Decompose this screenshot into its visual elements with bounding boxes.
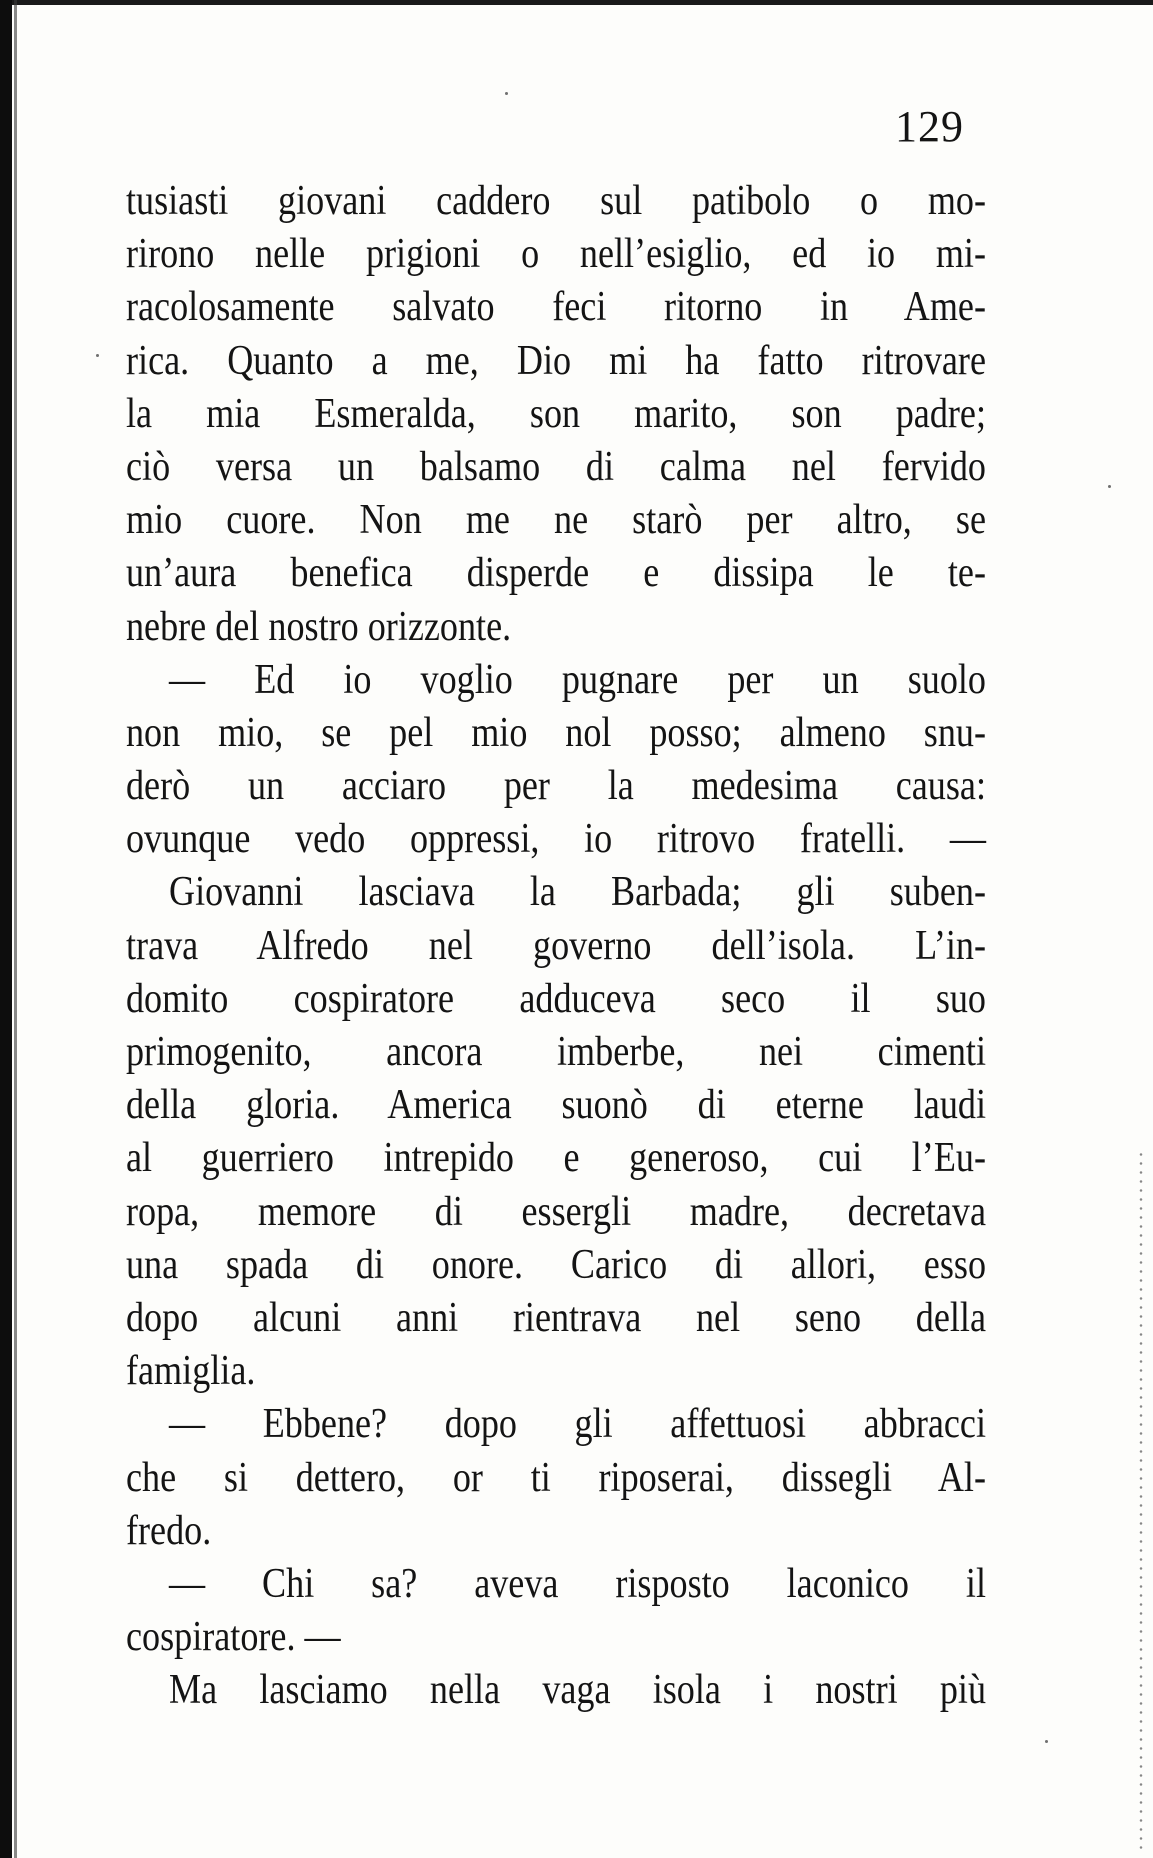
body-text bbox=[126, 175, 986, 1717]
text-line: non mio, se pel mio nol posso; almeno snu- bbox=[126, 709, 986, 756]
text-line: domito cospiratore adduceva seco il suo bbox=[126, 975, 986, 1022]
text-line: — Ed io voglio pugnare per un suolo bbox=[169, 656, 986, 703]
text-line: un’aura benefica disperde e dissipa le te- bbox=[126, 550, 986, 597]
page-number: 129 bbox=[895, 102, 964, 151]
text-line: trava Alfredo nel governo dell’isola. L’in- bbox=[126, 922, 986, 969]
text-line: famiglia. bbox=[126, 1348, 256, 1395]
text-line: primogenito, ancora imberbe, nei cimenti bbox=[126, 1029, 986, 1075]
text-line: che si dettero, or ti riposerai, dissegli Al- bbox=[126, 1454, 986, 1501]
text-line: cospiratore. — bbox=[126, 1614, 341, 1661]
binding-shadow bbox=[14, 0, 17, 1858]
text-line: fredo. bbox=[126, 1507, 212, 1554]
text-line: ciò versa un balsamo di calma nel fervido bbox=[126, 443, 986, 490]
top-border bbox=[0, 0, 1153, 5]
text-line: Ma lasciamo nella vaga isola i nostri più bbox=[169, 1667, 986, 1714]
text-line: della gloria. America suonò di eterne laudi bbox=[126, 1082, 986, 1129]
ink-speck bbox=[96, 354, 99, 357]
text-line: derò un acciaro per la medesima causa: bbox=[126, 763, 986, 810]
ink-speck bbox=[505, 92, 508, 95]
text-line: tusiasti giovani caddero sul patibolo o mo- bbox=[126, 178, 986, 224]
text-line: nebre del nostro orizzonte. bbox=[126, 603, 512, 650]
ink-speck bbox=[1108, 485, 1111, 488]
text-line: una spada di onore. Carico di allori, esso bbox=[126, 1241, 986, 1288]
text-line: ovunque vedo oppressi, io ritrovo fratelli. — bbox=[126, 816, 986, 863]
binding-edge bbox=[0, 0, 12, 1858]
text-line: — Ebbene? dopo gli affettuosi abbracci bbox=[169, 1401, 986, 1448]
text-line: rirono nelle prigioni o nell’esiglio, ed io mi- bbox=[126, 231, 986, 278]
text-line: — Chi sa? aveva risposto laconico il bbox=[169, 1560, 986, 1607]
ink-speck bbox=[1045, 1740, 1048, 1743]
text-line: Giovanni lasciava la Barbada; gli suben- bbox=[169, 869, 986, 916]
text-line: la mia Esmeralda, son marito, son padre; bbox=[126, 390, 986, 437]
text-line: racolosamente salvato feci ritorno in Ame- bbox=[126, 284, 986, 331]
text-line: mio cuore. Non me ne starò per altro, se bbox=[126, 497, 986, 544]
text-line: rica. Quanto a me, Dio mi ha fatto ritrovare bbox=[126, 337, 986, 384]
text-line: al guerriero intrepido e generoso, cui l’Eu- bbox=[126, 1135, 986, 1182]
text-line: dopo alcuni anni rientrava nel seno della bbox=[126, 1294, 986, 1341]
text-line: ropa, memore di essergli madre, decretava bbox=[126, 1188, 986, 1235]
right-page-edge bbox=[1139, 1150, 1143, 1850]
